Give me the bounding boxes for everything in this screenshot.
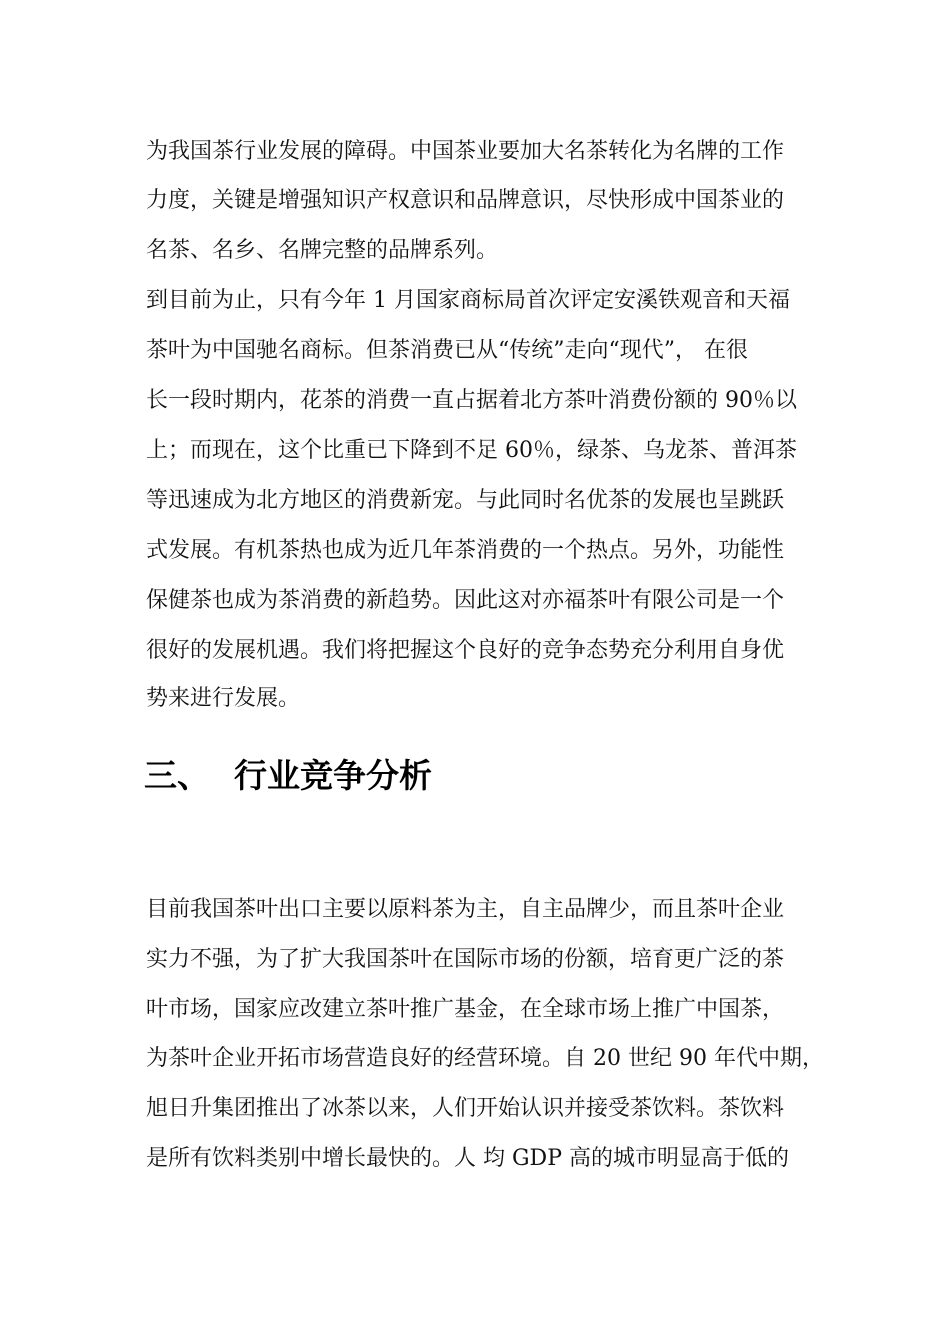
- paragraph-2-line-2: 茶叶为中国驰名商标。但茶消费已从“传统”走向“现代”， 在很: [146, 338, 748, 363]
- paragraph-3-line-6: 是所有饮料类别中增长最快的。人 均 GDP 高的城市明显高于低的: [146, 1146, 789, 1171]
- paragraph-3-line-4: 为茶叶企业开拓市场营造良好的经营环境。自 20 世纪 90 年代中期，: [146, 1046, 824, 1071]
- section-number: 三、: [144, 756, 210, 795]
- section-title: 行业竞争分析: [234, 756, 432, 795]
- paragraph-3-line-1: 目前我国茶叶出口主要以原料茶为主，自主品牌少，而且茶叶企业: [146, 897, 785, 922]
- paragraph-2-line-3: 长一段时期内，花茶的消费一直占据着北方茶叶消费份额的 90％以: [146, 388, 797, 413]
- paragraph-2-line-9: 势来进行发展。: [146, 686, 301, 711]
- paragraph-1-line-2: 力度，关键是增强知识产权意识和品牌意识，尽快形成中国茶业的: [146, 188, 785, 213]
- paragraph-1-line-1: 为我国茶行业发展的障碍。中国茶业要加大名茶转化为名牌的工作: [146, 139, 785, 164]
- paragraph-2-line-8: 很好的发展机遇。我们将把握这个良好的竞争态势充分利用自身优: [146, 638, 785, 663]
- paragraph-2-line-6: 式发展。有机茶热也成为近几年茶消费的一个热点。另外，功能性: [146, 538, 785, 563]
- paragraph-2-line-7: 保健茶也成为茶消费的新趋势。因此这对亦福茶叶有限公司是一个: [146, 588, 785, 613]
- paragraph-3-line-2: 实力不强，为了扩大我国茶叶在国际市场的份额，培育更广泛的茶: [146, 947, 785, 972]
- paragraph-3-line-3: 叶市场，国家应改建立茶叶推广基金，在全球市场上推广中国茶，: [146, 997, 785, 1022]
- paragraph-2-line-4: 上；而现在，这个比重已下降到不足 60％，绿茶、乌龙茶、普洱茶: [146, 438, 797, 463]
- paragraph-3-line-5: 旭日升集团推出了冰茶以来，人们开始认识并接受茶饮料。茶饮料: [146, 1096, 785, 1121]
- paragraph-2-line-5: 等迅速成为北方地区的消费新宠。与此同时名优茶的发展也呈跳跃: [146, 488, 785, 513]
- paragraph-1-line-3: 名茶、名乡、名牌完整的品牌系列。: [146, 238, 499, 263]
- section-heading: [144, 754, 432, 798]
- paragraph-2-line-1: 到目前为止，只有今年 1 月国家商标局首次评定安溪铁观音和天福: [146, 288, 790, 313]
